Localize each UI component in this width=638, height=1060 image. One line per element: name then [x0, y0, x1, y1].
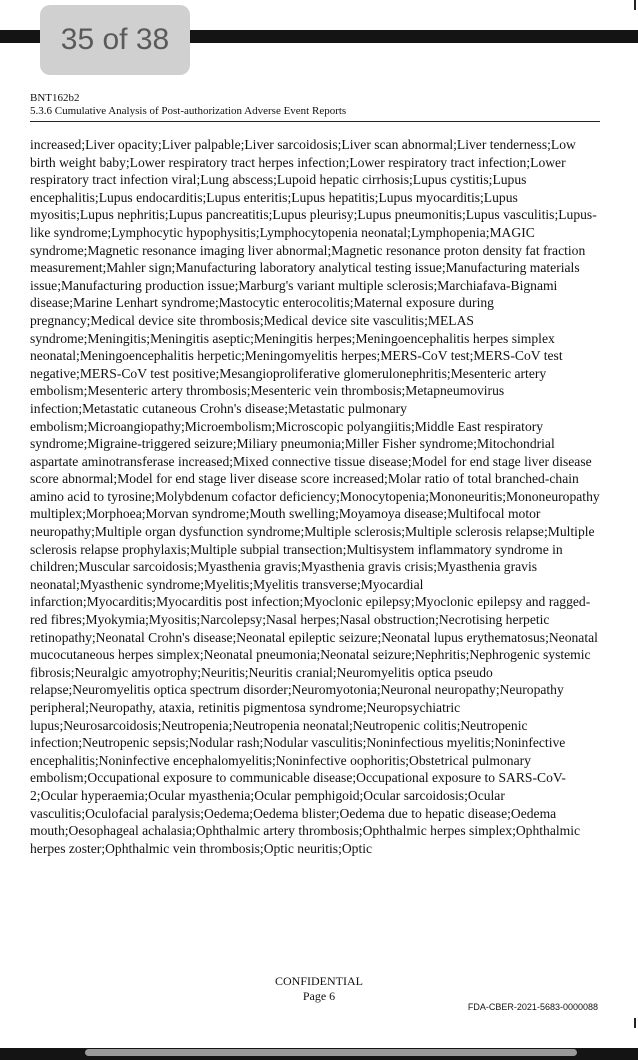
document-header: [30, 92, 600, 122]
bates-number: FDA-CBER-2021-5683-0000088: [467, 1002, 598, 1012]
horizontal-scrollbar[interactable]: [85, 1049, 577, 1056]
page-number: Page 6: [302, 989, 336, 1003]
right-edge-mark-bottom: [634, 1018, 636, 1028]
document-id: BNT162b2: [30, 92, 80, 104]
section-title: 5.3.6 Cumulative Analysis of Post-authorization Adverse Event Reports: [30, 105, 600, 122]
confidential-label: CONFIDENTIAL: [275, 974, 363, 988]
right-edge-mark: [634, 0, 636, 10]
adverse-event-list-text: increased;Liver opacity;Liver palpable;Liver sarcoidosis;Liver scan abnormal;Liver tenderness;Low birth weight baby;Lower respiratory tract herpes infection;Lower respiratory tract infection;Lower respiratory tract infection viral;Lung abscess;Lupoid hepatic cirrhosis;Lupus cystitis;Lupus encephalitis;Lupus endocarditis;Lupus enteritis;Lupus hepatitis;Lupus myocarditis;Lupus myositis;Lupus nephritis;Lupus pancreatitis;Lupus pleurisy;Lupus pneumonitis;Lupus vasculitis;Lupus-like syndrome;Lymphocytic hypophysitis;Lymphocytopenia neonatal;Lymphopenia;MAGIC syndrome;Magnetic resonance imaging liver abnormal;Magnetic resonance proton density fat fraction measurement;Mahler sign;Manufacturing laboratory analytical testing issue;Manufacturing materials issue;Manufacturing production issue;Marburg's variant multiple sclerosis;Marchiafava-Bignami disease;Marine Lenhart syndrome;Mastocytic enterocolitis;Maternal exposure during pregnancy;Medical device site thrombosis;Medical device site vasculitis;MELAS syndrome;Meningitis;Meningitis aseptic;Meningitis herpes;Meningoencephalitis herpes simplex neonatal;Meningoencephalitis herpetic;Meningomyelitis herpes;MERS-CoV test;MERS-CoV test negative;MERS-CoV test positive;Mesangioproliferative glomerulonephritis;Mesenteric artery embolism;Mesenteric artery thrombosis;Mesenteric vein thrombosis;Metapneumovirus infection;Metastatic cutaneous Crohn's disease;Metastatic pulmonary embolism;Microangiopathy;Microembolism;Microscopic polyangiitis;Middle East respiratory syndrome;Migraine-triggered seizure;Miliary pneumonia;Miller Fisher syndrome;Mitochondrial aspartate aminotransferase increased;Mixed connective tissue disease;Model for end stage liver disease score abnormal;Model for end stage liver disease score increased;Molar ratio of total branched-chain amino acid to tyrosine;Molybdenum cofactor deficiency;Monocytopenia;Mononeuritis;Mononeuropathy multiplex;Morphoea;Morvan syndrome;Mouth swelling;Moyamoya disease;Multifocal motor neuropathy;Multiple organ dysfunction syndrome;Multiple sclerosis;Multiple sclerosis relapse;Multiple sclerosis relapse prophylaxis;Multiple subpial transection;Multisystem inflammatory syndrome in children;Muscular sarcoidosis;Myasthenia gravis;Myasthenia gravis crisis;Myasthenia gravis neonatal;Myasthenic syndrome;Myelitis;Myelitis transverse;Myocardial infarction;Myocarditis;Myocarditis post infection;Myoclonic epilepsy;Myoclonic epilepsy and ragged-red fibres;Myokymia;Myositis;Narcolepsy;Nasal herpes;Nasal obstruction;Necrotising herpetic retinopathy;Neonatal Crohn's disease;Neonatal epileptic seizure;Neonatal lupus erythematosus;Neonatal mucocutaneous herpes simplex;Neonatal pneumonia;Neonatal seizure;Nephritis;Nephrogenic systemic fibrosis;Neuralgic amyotrophy;Neuritis;Neuritis cranial;Neuromyelitis optica pseudo relapse;Neuromyelitis optica spectrum disorder;Neuromyotonia;Neuronal neuropathy;Neuropathy peripheral;Neuropathy, ataxia, retinitis pigmentosa syndrome;Neuropsychiatric lupus;Neurosarcoidosis;Neutropenia;Neutropenia neonatal;Neutropenic colitis;Neutropenic infection;Neutropenic sepsis;Nodular rash;Nodular vasculitis;Noninfectious myelitis;Noninfective encephalitis;Noninfective encephalomyelitis;Noninfective oophoritis;Obstetrical pulmonary embolism;Occupational exposure to communicable disease;Occupational exposure to SARS-CoV-2;Ocular hyperaemia;Ocular myasthenia;Ocular pemphigoid;Ocular sarcoidosis;Ocular vasculitis;Oculofacial paralysis;Oedema;Oedema blister;Oedema due to hepatic disease;Oedema mouth;Oesophageal achalasia;Ophthalmic artery thrombosis;Ophthalmic herpes simplex;Ophthalmic herpes zoster;Ophthalmic vein thrombosis;Optic neuritis;Optic: [30, 137, 600, 856]
page-indicator-badge: 35 of 38: [40, 5, 190, 75]
